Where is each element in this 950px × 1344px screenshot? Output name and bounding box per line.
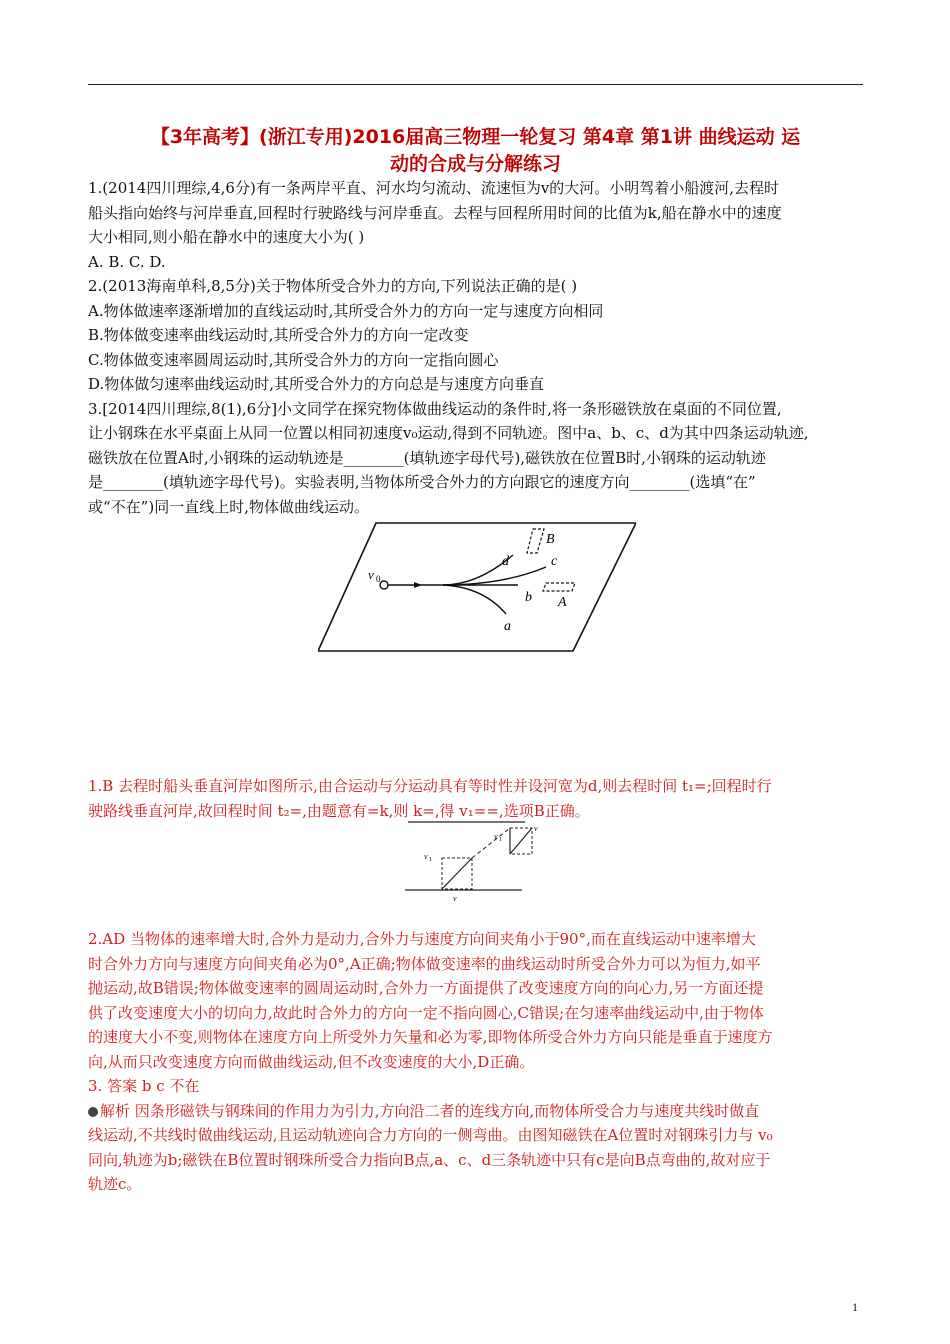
question-line: 大小相同,则小船在静水中的速度大小为( ) bbox=[88, 228, 365, 246]
label-a: a bbox=[504, 619, 511, 634]
velocity-arrowhead bbox=[414, 582, 422, 588]
title-line-1: 【3年高考】(浙江专用)2016届高三物理一轮复习 第4章 第1讲 曲线运动 运 bbox=[150, 126, 801, 148]
questions-block bbox=[88, 176, 866, 519]
v1-right-vector bbox=[510, 828, 532, 854]
question-line: 是________(填轨迹字母代号)。实验表明,当物体所受合外力的方向跟它的速度方向________(选填“在” bbox=[88, 473, 756, 491]
trajectory-figure bbox=[318, 517, 636, 654]
answer-line: 向,从而只改变速度方向而做曲线运动,但不改变速度的大小,D正确。 bbox=[88, 1052, 535, 1071]
bullet-icon bbox=[88, 1107, 98, 1117]
question-line: 3.[2014四川理综,8(1),6分]小文同学在探究物体做曲线运动的条件时,将一条形磁铁放在桌面的不同位置, bbox=[88, 399, 782, 418]
label-v0: v bbox=[368, 567, 374, 582]
steel-ball bbox=[380, 581, 388, 589]
question-line: 1.(2014四川理综,4,6分)有一条两岸平直、河水均匀流动、流速恒为v的大河。小明驾着小船渡河,去程时 bbox=[88, 179, 780, 197]
label-v1-left-sub: 1 bbox=[429, 857, 432, 863]
label-A: A bbox=[558, 595, 567, 610]
label-v1-left: v bbox=[424, 852, 428, 861]
answer-line: 供了改变速度大小的切向力,故此时合外力的方向一定不指向圆心,C错误;在匀速率曲线运动中,由于物体 bbox=[88, 1003, 764, 1022]
answer-2-3 bbox=[88, 927, 866, 1197]
question-line: B.物体做变速率曲线运动时,其所受合外力的方向一定改变 bbox=[88, 326, 469, 344]
answer-line: 2.AD 当物体的速率增大时,合外力是动力,合外力与速度方向间夹角小于90°,而在直线运动中速率增大 bbox=[88, 930, 756, 948]
question-line: A.物体做速率逐渐增加的直线运动时,其所受合外力的方向一定与速度方向相同 bbox=[88, 301, 604, 320]
question-line: C.物体做变速率圆周运动时,其所受合外力的方向一定指向圆心 bbox=[88, 350, 499, 369]
question-line: 让小钢珠在水平桌面上从同一位置以相同初速度v₀运动,得到不同轨迹。图中a、b、c、d为其中四条运动轨迹, bbox=[88, 424, 809, 442]
page-title bbox=[88, 124, 863, 178]
table-surface bbox=[318, 523, 636, 651]
question-line: 或“不在”)同一直线上时,物体做曲线运动。 bbox=[88, 497, 369, 516]
page-number: 1 bbox=[852, 1300, 858, 1314]
header-rule bbox=[88, 84, 863, 85]
resultant-left bbox=[442, 858, 472, 889]
label-b: b bbox=[525, 590, 532, 605]
answer-line: 线运动,不共线时做曲线运动,且运动轨迹向合力方向的一侧弯曲。由图知磁铁在A位置时对钢珠引力与 v₀ bbox=[88, 1126, 773, 1144]
label-c: c bbox=[551, 554, 558, 569]
label-v1-right: v bbox=[494, 832, 498, 841]
answer-line: 同向,轨迹为b;磁铁在B位置时钢珠所受合力指向B点,a、c、d三条轨迹中只有c是向B点弯曲的,故对应于 bbox=[88, 1150, 771, 1169]
question-line: A. B. C. D. bbox=[88, 252, 166, 271]
question-line: 船头指向始终与河岸垂直,回程时行驶路线与河岸垂直。去程与回程所用时间的比值为k,船在静水中的速度 bbox=[88, 203, 782, 222]
answer-line: 的速度大小不变,则物体在速度方向上所受外力矢量和必为零,即物体所受合外力方向只能是垂直于速度方 bbox=[88, 1028, 773, 1046]
question-line: 2.(2013海南单科,8,5分)关于物体所受合外力的方向,下列说法正确的是( ) bbox=[88, 277, 578, 295]
label-v1-right-sub: 1 bbox=[499, 837, 502, 843]
title-line-2: 动的合成与分解练习 bbox=[389, 153, 561, 175]
label-v-bottom: v bbox=[453, 894, 457, 903]
answer-line: 3. 答案 b c 不在 bbox=[88, 1077, 200, 1095]
answer-line: 时合外力方向与速度方向间夹角必为0°,A正确;物体做变速率的曲线运动时所受合外力可以为恒力,如平 bbox=[88, 954, 761, 973]
trajectory-c bbox=[443, 567, 546, 585]
answer-line: 驶路线垂直河岸,故回程时间 t₂=,由题意有=k,则 k=,得 v₁==,选项B正确。 bbox=[88, 801, 590, 820]
label-B: B bbox=[546, 532, 555, 547]
question-line: D.物体做匀速率曲线运动时,其所受合外力的方向总是与速度方向垂直 bbox=[88, 375, 545, 393]
river-crossing-figure bbox=[402, 820, 547, 908]
answer-line: 抛运动,故B错误;物体做变速率的圆周运动时,合外力一方面提供了改变速度方向的向心力,另一方面还提 bbox=[88, 979, 764, 997]
question-line: 磁铁放在位置A时,小钢珠的运动轨迹是________(填轨迹字母代号),磁铁放在位置B时,小钢珠的运动轨迹 bbox=[88, 448, 766, 467]
analysis-label: 解析 因条形磁铁与钢珠间的作用力为引力,方向沿二者的连线方向,而物体所受合力与速度共线时做直 bbox=[100, 1101, 760, 1120]
label-d: d bbox=[502, 554, 509, 569]
magnet-position-b bbox=[527, 529, 544, 553]
path-dashed bbox=[472, 828, 510, 858]
answer-1 bbox=[88, 774, 866, 823]
label-v0-sub: 0 bbox=[376, 574, 381, 584]
answer-line: 1.B 去程时船头垂直河岸如图所示,由合运动与分运动具有等时性并设河宽为d,则去程时间 t₁=;回程时行 bbox=[88, 777, 772, 795]
label-v-right: v bbox=[534, 824, 538, 833]
answer-line: 轨迹c。 bbox=[88, 1175, 142, 1193]
magnet-position-a bbox=[543, 583, 575, 591]
trajectory-a bbox=[443, 585, 506, 614]
answer-line bbox=[88, 1099, 866, 1124]
